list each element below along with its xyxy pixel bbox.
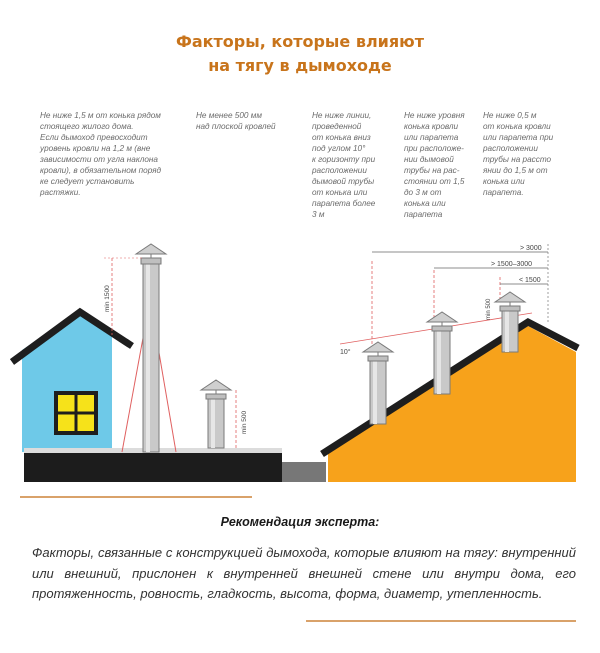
- note-line: Не ниже 0,5 м: [483, 111, 537, 120]
- note-line: стоящего жилого дома.: [40, 122, 134, 131]
- dim-flat-label: min 500: [241, 410, 248, 434]
- note-line: от конька кровли: [483, 122, 551, 131]
- note-line: дымовой трубы: [312, 177, 375, 186]
- note-line: зависимости от угла наклона: [40, 155, 158, 164]
- note-line: под углом 10°: [312, 144, 366, 153]
- note-line: или парапета: [404, 133, 459, 142]
- note-line: конька кровли: [404, 122, 459, 131]
- flat-roof-chimney: [201, 380, 231, 448]
- note-line: уровень кровли на 1,2 м (вне: [40, 144, 151, 153]
- dist-mid-label: > 1500–3000: [491, 261, 533, 268]
- divider-top: [20, 496, 252, 498]
- neighbor-house: [12, 312, 132, 452]
- note-line: от конька вниз: [312, 133, 371, 142]
- angle-label: 10°: [340, 349, 351, 356]
- note-line: до 3 м от: [404, 188, 442, 197]
- note-line: расположении: [312, 166, 367, 175]
- note-line: парапета.: [483, 188, 524, 197]
- note-line: к горизонту при: [312, 155, 376, 164]
- note-line: при расположе-: [404, 144, 464, 153]
- note-line: над плоской кровлей: [196, 122, 276, 131]
- note-line: стоянии от 1,5: [404, 177, 465, 186]
- title-line-1: Факторы, которые влияют: [176, 32, 424, 51]
- note-line: конька или: [404, 199, 446, 208]
- note-line: 3 м: [312, 210, 325, 219]
- gap-block: [282, 462, 326, 482]
- note-3: [312, 110, 388, 220]
- note-line: Если дымоход превосходит: [40, 133, 148, 142]
- note-line: Не ниже линии,: [312, 111, 372, 120]
- note-2: [196, 110, 296, 132]
- note-line: парапета: [404, 210, 443, 219]
- note-4: [404, 110, 468, 220]
- flat-roof-slab: [24, 452, 282, 482]
- dim-left-label: min 1500: [104, 285, 111, 312]
- note-line: Не ниже 1,5 м от конька рядом: [40, 111, 161, 120]
- expert-title: Рекомендация эксперта:: [220, 515, 380, 529]
- note-5: [483, 110, 555, 198]
- note-line: кровли), в обязательном поряд: [40, 166, 162, 175]
- note-line: расположении: [483, 144, 538, 153]
- dist-near-label: < 1500: [519, 277, 541, 284]
- note-line: Не ниже уровня: [404, 111, 465, 120]
- note-line: растяжки.: [40, 188, 81, 197]
- expert-text: Факторы, связанные с конструкцией дымохода, которые влияют на тягу: внутренний или внешний, прислонен к внутренней внешней стене или внутри дома, его протяженность, ровность, гладкость, высота, форма, диаметр, утепленность.: [32, 545, 576, 601]
- note-line: янии до 1,5 м от: [483, 166, 548, 175]
- note-line: трубы на рас-: [404, 166, 460, 175]
- note-line: ке следует установить: [40, 177, 135, 186]
- note-line: трубы на рассто: [483, 155, 552, 164]
- note-1: [40, 110, 180, 198]
- dim-top-label: min 500: [486, 298, 492, 320]
- divider-bottom: [306, 620, 576, 622]
- note-line: Не менее 500 мм: [196, 111, 262, 120]
- dist-far-label: > 3000: [520, 245, 542, 252]
- note-line: или парапета при: [483, 133, 554, 142]
- note-line: конька или: [483, 177, 525, 186]
- note-line: нии дымовой: [404, 155, 454, 164]
- note-line: от конька или: [312, 188, 368, 197]
- note-line: проведенной: [312, 122, 362, 131]
- chimney-diagram: [0, 228, 600, 488]
- note-line: парапета более: [312, 199, 376, 208]
- title-line-2: на тягу в дымоходе: [208, 56, 392, 75]
